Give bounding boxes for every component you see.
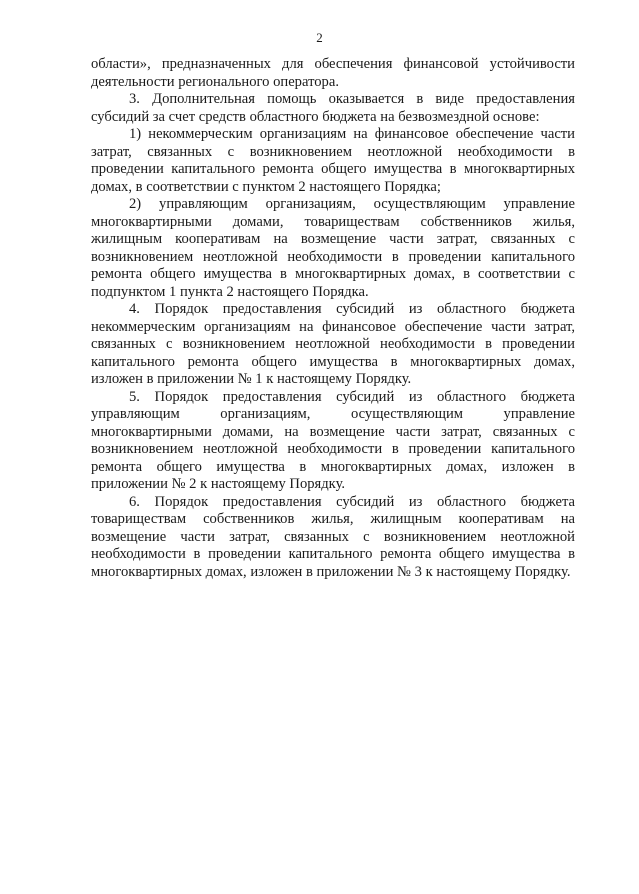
paragraph-6: 6. Порядок предоставления субсидий из областного бюджета товариществам собственников жилья, жилищным кооперативам на возмещение части затрат, связанных с возникновением неотложной необходимости в проведении капитального ремонта общего имущества в многоквартирных домах, изложен в приложении № 3 к настоящему Порядку. (91, 493, 575, 580)
paragraph-5: 5. Порядок предоставления субсидий из областного бюджета управляющим организациям, осуществляющим управление многоквартирными домами, на возмещение части затрат, связанных с возникновением неотложной необходимости в проведении капитального ремонта общего имущества в многоквартирных домах, изложен в приложении № 2 к настоящему Порядку. (91, 388, 575, 492)
paragraph-3-item-2: 2) управляющим организациям, осуществляющим управление многоквартирными домами, товариществам собственников жилья, жилищным кооперативам на возмещение части затрат, связанных с возникновением неотложной необходимости в проведении капитального ремонта общего имущества в многоквартирных домах, в соответствии с подпунктом 1 пункта 2 настоящего Порядка. (91, 196, 575, 300)
paragraph-4: 4. Порядок предоставления субсидий из областного бюджета некоммерческим организациям на финансовое обеспечение части затрат, связанных с возникновением неотложной необходимости в проведении капитального ремонта общего имущества в многоквартирных домах, изложен в приложении № 1 к настоящему Порядку. (91, 301, 575, 387)
paragraph-3: 3. Дополнительная помощь оказывается в виде предоставления субсидий за счет средств областного бюджета на безвозмездной основе: (91, 91, 575, 125)
paragraph-3-item-1: 1) некоммерческим организациям на финансовое обеспечение части затрат, связанных с возникновением неотложной необходимости в проведении капитального ремонта общего имущества в многоквартирных домах, в соответствии с пунктом 2 настоящего Порядка; (91, 126, 575, 195)
document-body (91, 56, 575, 581)
paragraph-continuation: области», предназначенных для обеспечения финансовой устойчивости деятельности регионального оператора. (91, 56, 575, 90)
page-number: 2 (316, 30, 323, 45)
